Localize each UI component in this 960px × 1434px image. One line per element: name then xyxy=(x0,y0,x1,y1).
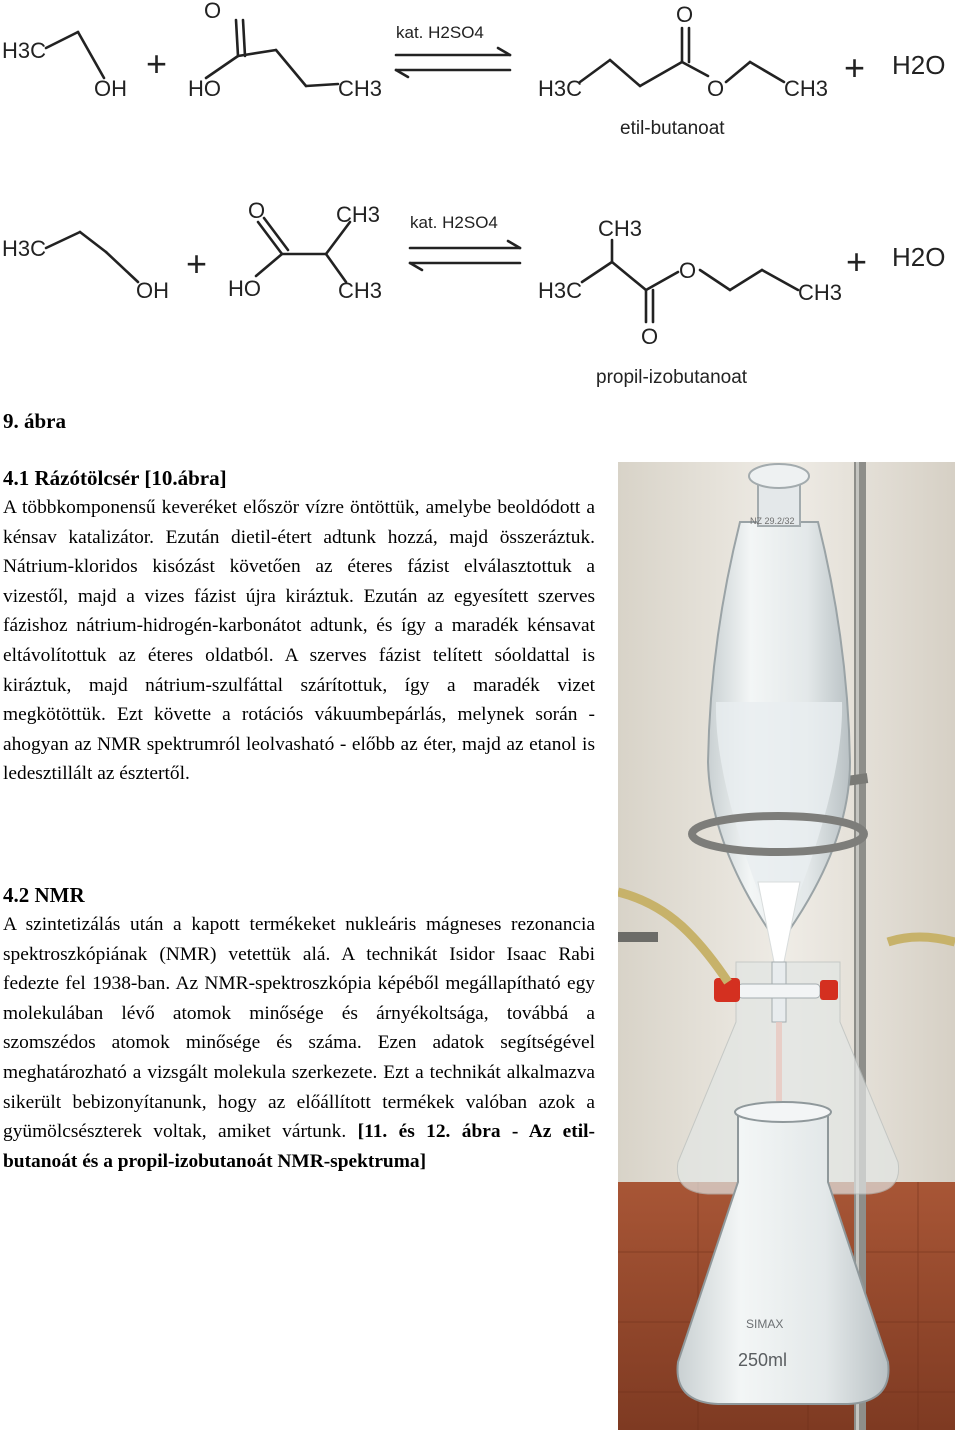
section-2-body xyxy=(3,910,595,1176)
reaction-1-product-name: etil-butanoat xyxy=(620,118,725,139)
reaction-2-catalyst: kat. H2SO4 xyxy=(410,213,498,232)
section-2-heading: 4.2 NMR xyxy=(3,883,85,907)
reaction-1-catalyst: kat. H2SO4 xyxy=(396,23,484,42)
reaction-scheme-figure xyxy=(0,0,960,400)
funnel-stopper xyxy=(749,464,809,488)
flask-volume-label: 250ml xyxy=(738,1350,788,1370)
reaction-2-reactant-2-ho: HO xyxy=(228,276,261,301)
reaction-2-product-ch3-top: CH3 xyxy=(598,216,643,241)
separatory-funnel-photo xyxy=(618,462,955,1430)
reaction-2-product-name: propil-izobutanoat xyxy=(596,367,748,388)
reaction-1-reactant-1-h3c: H3C xyxy=(2,38,47,63)
reaction-1-product-ch3: CH3 xyxy=(784,76,829,101)
reaction-1-reactant-2-ch3: CH3 xyxy=(338,76,383,101)
stopcock-red-cap-right xyxy=(820,980,838,1000)
reaction-2-product-carbonyl-o: O xyxy=(641,324,659,349)
section-1-heading: 4.1 Rázótölcsér [10.ábra] xyxy=(3,466,227,490)
reaction-2-reactant-2-o: O xyxy=(248,198,266,223)
reaction-2-reactant-1-h3c: H3C xyxy=(2,236,47,261)
reaction-2-water: H2O xyxy=(892,242,946,272)
stopcock xyxy=(738,984,820,998)
reaction-2-product-ch3: CH3 xyxy=(798,280,843,305)
reaction-2-reactant-2-ch3-top: CH3 xyxy=(336,202,381,227)
reaction-1-product-carbonyl-o: O xyxy=(676,2,694,27)
reaction-2-plus-2: + xyxy=(846,241,868,282)
reaction-2-reactant-1-oh: OH xyxy=(136,278,169,303)
reaction-1-reactant-2-ho: HO xyxy=(188,76,221,101)
reaction-2-plus-1: + xyxy=(186,243,208,284)
section-1-body: A többkomponensű keveréket először vízre öntöttük, amelybe beoldódott a kénsav katalizátor. Ezután dietil-étert adtunk hozzá, majd összeráztuk. Nátrium-kloridos kisózást követően az éteres fázist elválasztottuk a vizestől, majd a vizes fázist újra kiráztuk. Ezután az egyesített szerves fázishoz nátrium-hidrogén-karbonátot adtunk, és így a maradék kénsavat eltávolítottuk az éteres oldatból. A szerves fázist telített sóoldattal is kiráztuk, majd nátrium-szulfáttal szárítottuk, így a maradék vizet megkötöttük. Ezt követte a rotációs vákuumbepárlás, melynek során - ahogyan az NMR spektrumról leolvasható - előbb az éter, majd az etanol is ledesztillált az észtertől. xyxy=(3,497,595,785)
section-2-figure-reference: [11. és 12. ábra - Az etil-butanoát és a propil-izobutanoát NMR-spektruma] xyxy=(3,1121,595,1172)
reaction-1-water: H2O xyxy=(892,50,946,80)
reaction-1-reactant-2-o: O xyxy=(204,0,222,23)
reaction-1-product-ester-o: O xyxy=(707,76,725,101)
section-nmr xyxy=(3,880,595,1176)
section-2-body-text: A szintetizálás után a kapott termékeket nukleáris mágneses rezonancia spektroszkópiának (NMR) vetettük alá. A technikát Isidor Isaac Rabi fedezte fel 1938-ban. Az NMR-spektroszkópia képéből megállapítható egy molekulában lévő atomok minősége és árnyékoltsága, továbbá a szomszédos atomok minősége és száma. Ezen adatok segítségével meghatározható a vizsgált molekula szerkezete. Ezt a technikát alkalmazva sikerült bebizonyítanunk, hogy az előállított termékek valóban azok a gyümölcsészterek voltak, amiket vártunk. xyxy=(3,914,595,1143)
reaction-2-product-h3c: H3C xyxy=(538,278,583,303)
reaction-1-plus-2: + xyxy=(844,47,866,88)
reaction-2-product-ester-o: O xyxy=(679,258,697,283)
reaction-2-reactant-2-ch3-bottom: CH3 xyxy=(338,278,383,303)
section-separatory-funnel xyxy=(3,463,595,789)
reaction-1-plus-1: + xyxy=(146,43,168,84)
flask-brand-label: SIMAX xyxy=(746,1317,784,1331)
figure-caption: 9. ábra xyxy=(3,409,66,433)
stopper-mark-label: NZ 29.2/32 xyxy=(750,516,795,526)
reaction-1-reactant-1-oh: OH xyxy=(94,76,127,101)
reaction-1-product-h3c: H3C xyxy=(538,76,583,101)
